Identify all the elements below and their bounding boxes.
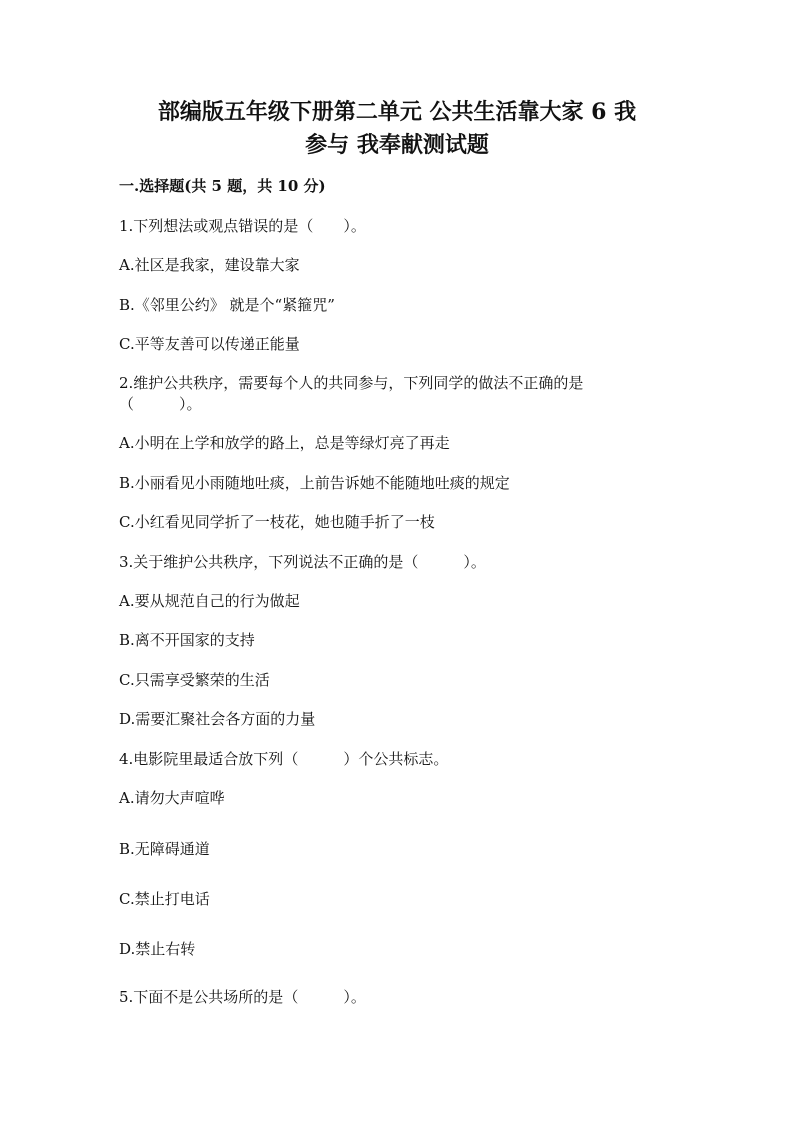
section-heading: 一.选择题(共 5 题，共 10 分) bbox=[119, 177, 326, 195]
question-1-stem: 1.下列想法或观点错误的是（ ）。 bbox=[119, 217, 366, 235]
question-3-stem: 3.关于维护公共秩序，下列说法不正确的是（ ）。 bbox=[119, 553, 486, 571]
question-3-option-c: C.只需享受繁荣的生活 bbox=[119, 671, 270, 689]
question-2-stem-continued: （ ）。 bbox=[119, 395, 202, 413]
question-3-option-b: B.离不开国家的支持 bbox=[119, 631, 255, 649]
question-4-option-c: C.禁止打电话 bbox=[119, 890, 210, 908]
question-4-option-d: D.禁止右转 bbox=[119, 940, 196, 958]
question-2-option-b: B.小丽看见小雨随地吐痰，上前告诉她不能随地吐痰的规定 bbox=[119, 474, 510, 492]
document-title-line-2: 参与 我奉献测试题 bbox=[305, 132, 489, 158]
question-5-stem: 5.下面不是公共场所的是（ ）。 bbox=[119, 988, 366, 1006]
question-4-option-b: B.无障碍通道 bbox=[119, 840, 210, 858]
question-2-stem: 2.维护公共秩序，需要每个人的共同参与，下列同学的做法不正确的是 bbox=[119, 374, 584, 392]
question-1-option-b: B.《邻里公约》 就是个“紧箍咒” bbox=[119, 296, 335, 314]
question-3-option-d: D.需要汇聚社会各方面的力量 bbox=[119, 710, 316, 728]
question-1-option-c: C.平等友善可以传递正能量 bbox=[119, 335, 300, 353]
question-3-option-a: A.要从规范自己的行为做起 bbox=[119, 592, 300, 610]
question-2-option-c: C.小红看见同学折了一枝花，她也随手折了一枝 bbox=[119, 513, 435, 531]
question-4-stem: 4.电影院里最适合放下列（ ）个公共标志。 bbox=[119, 750, 449, 768]
document-title-line-1: 部编版五年级下册第二单元 公共生活靠大家 6 我 bbox=[157, 99, 637, 125]
question-1-option-a: A.社区是我家，建设靠大家 bbox=[119, 256, 300, 274]
question-2-option-a: A.小明在上学和放学的路上，总是等绿灯亮了再走 bbox=[119, 434, 450, 452]
question-4-option-a: A.请勿大声喧哗 bbox=[119, 789, 225, 807]
